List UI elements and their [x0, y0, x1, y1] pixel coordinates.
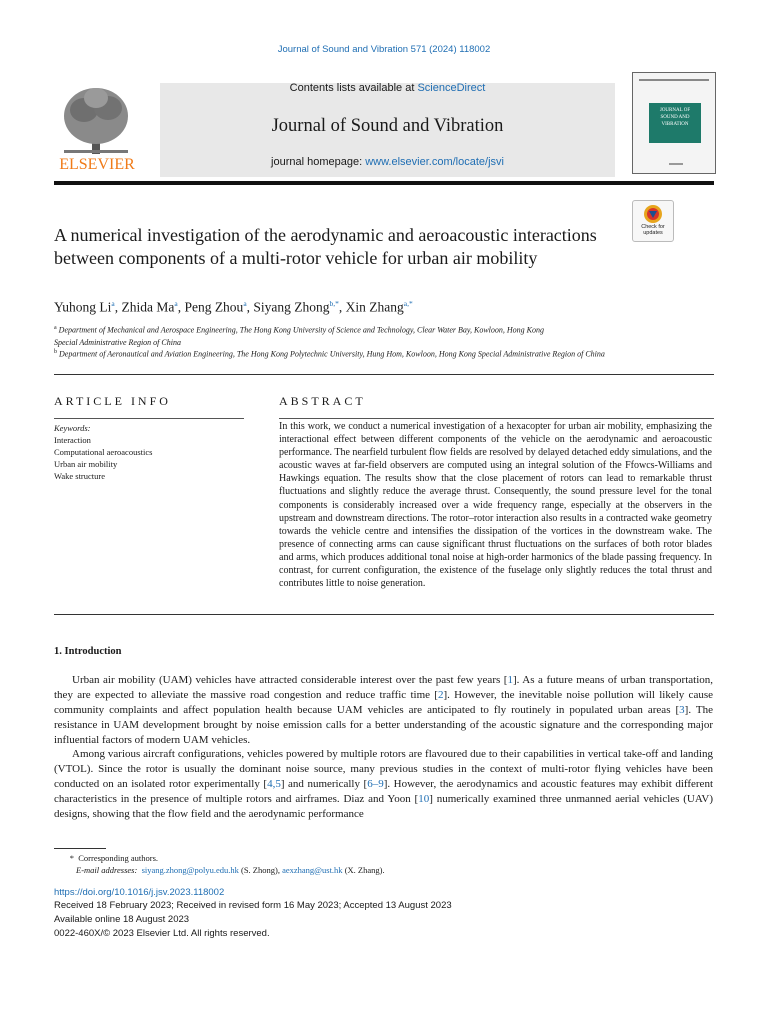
- online-date: Available online 18 August 2023: [54, 914, 190, 925]
- affiliation-marker: b: [54, 349, 57, 355]
- affiliation: [54, 346, 614, 361]
- cover-title-line: SOUND AND: [660, 115, 690, 120]
- section-divider: [54, 374, 714, 375]
- keyword-item[interactable]: Urban air mobility: [54, 459, 118, 469]
- affiliation-text: Department of Aeronautical and Aviation Engineering, The Hong Kong Polytechnic University, Hung Hom, Kowloon, Hong Kong Special Administrative Region of China: [59, 349, 605, 359]
- paragraph-text: Among various aircraft configurations, vehicles powered by multiple rotors are flavoured due to their capabilities in vertical take-off and landing (VTOL). Since the rotor is usually the dominant noise source, many previous studies in the context of multi-rotor flying vehicles have been conducted on an isolated rotor experimentally [: [54, 748, 713, 790]
- citation-link[interactable]: 10: [418, 792, 430, 805]
- journal-title: Journal of Sound and Vibration: [271, 116, 504, 136]
- citation-link[interactable]: 1: [507, 674, 513, 686]
- contents-availability: [160, 82, 615, 94]
- article-title: A numerical investigation of the aerodynamic and aeroacoustic interactions between components of a multi-rotor vehicle for urban air mobility: [54, 225, 597, 268]
- email-addresses-note: [76, 864, 385, 876]
- check-updates-icon: [633, 201, 673, 225]
- email-owner: (S. Zhong),: [238, 865, 283, 875]
- email-owner: (X. Zhang).: [342, 865, 385, 875]
- abstract-divider: [279, 418, 714, 419]
- citation-link[interactable]: 6–9: [367, 777, 384, 790]
- author-affiliation-marker[interactable]: a: [243, 299, 247, 308]
- paragraph-text: Urban air mobility (UAM) vehicles have attracted considerable interest over the past few years [: [72, 674, 508, 686]
- corresponding-author-note: [54, 852, 158, 864]
- article-info-heading: ARTICLE INFO: [54, 394, 171, 408]
- email-link[interactable]: siyang.zhong@polyu.edu.hk: [141, 865, 239, 875]
- check-updates-label: [632, 224, 674, 236]
- check-updates-line: Check for: [641, 224, 665, 230]
- cover-title-line: VIBRATION: [661, 122, 689, 127]
- keywords-label: Keywords:: [54, 423, 91, 433]
- cover-topline: [639, 79, 709, 81]
- author-name[interactable]: Yuhong Li: [54, 299, 112, 315]
- affiliation-marker: a: [54, 325, 57, 331]
- copyright-notice: 0022-460X/© 2023 Elsevier Ltd. All rights reserved.: [54, 928, 270, 939]
- author-affiliation-marker[interactable]: b,*: [329, 299, 339, 308]
- sciencedirect-link[interactable]: ScienceDirect: [417, 82, 486, 94]
- header-divider: [54, 181, 714, 185]
- affiliation-text: Department of Mechanical and Aerospace Engineering, The Hong Kong University of Science and Technology, Clear Water Bay, Kowloon, Hong Kong Special Administrative Region of China: [54, 325, 545, 348]
- homepage-label: journal homepage:: [271, 156, 366, 168]
- citation-link[interactable]: 4,5: [267, 777, 281, 790]
- journal-cover-thumbnail[interactable]: [632, 72, 716, 174]
- author-name[interactable]: Zhida Ma: [121, 299, 175, 315]
- check-updates-line: updates: [643, 230, 663, 236]
- paragraph-text: ]. As a future means of urban transportation, they are expected to alleviate the massive road congestion and reduce traffic time [: [54, 674, 714, 701]
- section-divider: [54, 614, 714, 615]
- abstract-text: In this work, we conduct a numerical investigation of a hexacopter for urban air mobility, emphasizing the interactional effect between different components of the vehicle on the aerodynamic and aeroacoustic performance. The nearfield turbulent flow fields are resolved by delayed detached eddy simulations, and the acoustic waves at far-field observers are computed using an integral solution of the Ffowcs-Williams and Hawkings equation. The results show that the close placement of rotors can lead to remarkable thrust fluctuations and slightly reduce the average thrust. Consequently, the sound pressure level for the tonal components is considerably increased over a wide frequency range, especially at the observers in the upstream and downstream directions. The rotor–rotor interaction also results in a contracted wake geometry towards the vehicle centre and intensifies the dissipation of the vortices in the downstream wake. The presence of connecting arms can cause significant thrust fluctuations on the surfaces of both rotor blades and arms, which produces additional tonal noise at high-order harmonics of the blade passing frequency. In contrast, for current configuration, the existence of the fuselage only slightly reduces the total thrust and contributes little to noise generation.: [279, 421, 712, 590]
- contents-label: Contents lists available at: [289, 82, 418, 94]
- paragraph-text: ]. The resistance in UAM development brought by noise emission calls for a better understanding of the acoustic signature and the corresponding major influential factors of modern UAM vehicles.: [54, 703, 713, 746]
- received-dates: Received 18 February 2023; Received in revised form 16 May 2023; Accepted 13 August 2023: [54, 900, 452, 911]
- paragraph-text: ] and numerically [: [280, 777, 368, 790]
- author-affiliation-marker[interactable]: a,*: [403, 299, 413, 308]
- citation-link[interactable]: 2: [437, 688, 444, 701]
- paragraph-text: ]. However, the inevitable noise pollution will likely cause community complaints and affect population health because UAM vehicles are anticipated to fly routinely in populated urban areas [: [54, 688, 713, 716]
- paragraph-text: ]. However, the aerodynamics and acoustic features may exhibit different characteristics in the presence of multiple rotors and airframes. Diaz and Yoon [: [54, 777, 713, 805]
- doi-link[interactable]: https://doi.org/10.1016/j.jsv.2023.118002: [54, 887, 225, 898]
- email-label: E-mail addresses:: [76, 865, 138, 875]
- author-name[interactable]: Siyang Zhong: [253, 299, 330, 315]
- author-affiliation-marker[interactable]: a: [174, 299, 178, 308]
- journal-citation-link[interactable]: Journal of Sound and Vibration 571 (2024) 118002: [277, 44, 491, 55]
- keyword-item[interactable]: Computational aeroacoustics: [54, 447, 153, 457]
- cover-title-line: JOURNAL OF: [659, 108, 691, 113]
- author-list: Yuhong Li$^a$, Zhida Ma$^a$, Peng Zhou$^a$, Siyang Zhong$^{b,*}$, Xin Zhang$^{a,*}$: [54, 299, 413, 315]
- email-link[interactable]: aexzhang@ust.hk: [282, 865, 343, 875]
- paragraph-text: ] numerically examined three unmanned aerial vehicles (UAV) designs, showing that the flow field and the aerodynamic performance: [54, 792, 713, 820]
- keyword-item[interactable]: Wake structure: [54, 471, 105, 481]
- body-paragraph: [54, 747, 713, 822]
- section-heading-introduction: 1. Introduction: [54, 646, 122, 657]
- author-affiliation-marker[interactable]: a: [111, 299, 115, 308]
- footnote-marker: *: [69, 853, 74, 863]
- article-info-divider: [54, 418, 244, 419]
- footnote-text: Corresponding authors.: [78, 853, 159, 863]
- keywords-block: [54, 422, 152, 482]
- footnote-divider: [54, 848, 106, 849]
- citation-link[interactable]: 3: [679, 703, 685, 716]
- cover-title-text: [649, 107, 701, 128]
- cover-footer-mark: [669, 163, 683, 165]
- elsevier-logo[interactable]: [54, 80, 140, 176]
- journal-homepage: [160, 156, 615, 168]
- abstract-heading: ABSTRACT: [279, 394, 366, 408]
- body-paragraph: [54, 673, 713, 748]
- homepage-link[interactable]: www.elsevier.com/locate/jsvi: [365, 156, 504, 168]
- author-name[interactable]: Xin Zhang: [345, 299, 404, 315]
- publisher-wordmark: ELSEVIER: [59, 156, 135, 173]
- author-name[interactable]: Peng Zhou: [184, 299, 244, 315]
- keyword-item[interactable]: Interaction: [54, 435, 91, 445]
